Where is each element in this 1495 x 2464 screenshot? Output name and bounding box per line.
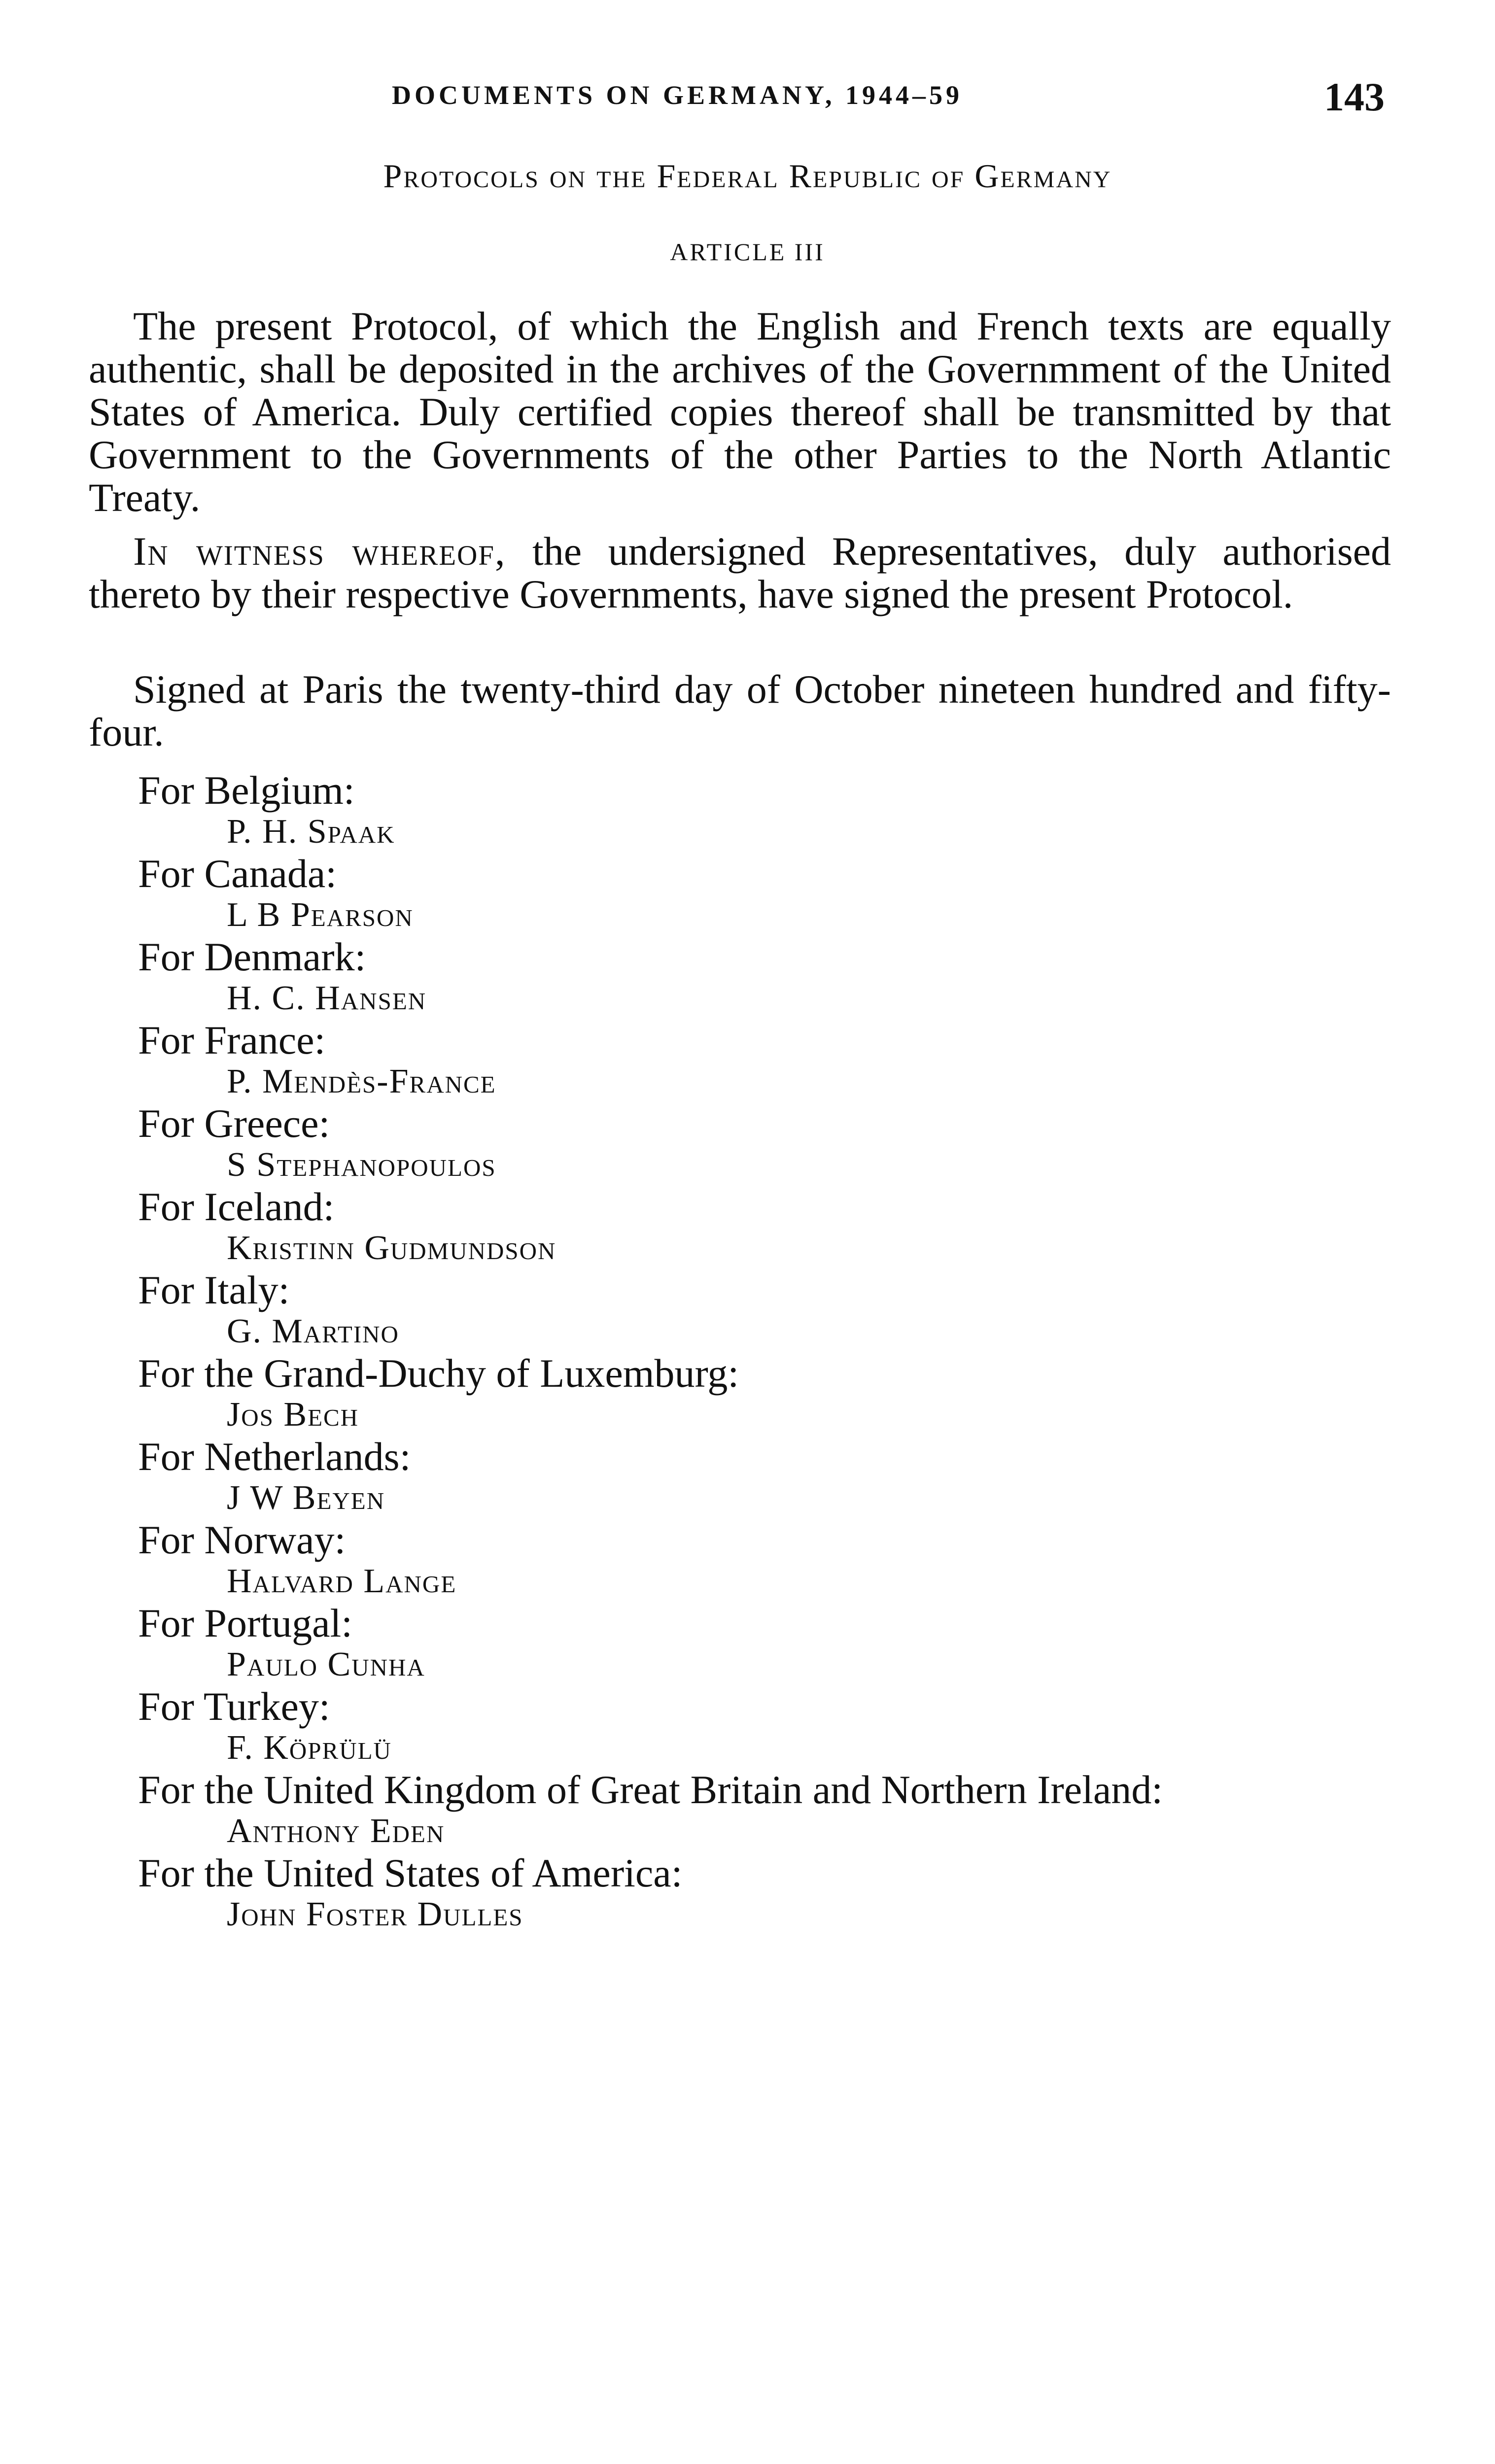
page-number: 143 (1324, 74, 1385, 119)
signature-name: P. Mendès-France (227, 1062, 496, 1100)
signature-entry (138, 1102, 1444, 1185)
signature-entry (138, 852, 1444, 935)
signature-entry (138, 1768, 1444, 1851)
signature-name: Paulo Cunha (227, 1645, 425, 1683)
signature-entry (138, 1185, 1444, 1268)
signature-entry (138, 935, 1444, 1019)
signature-name: Halvard Lange (227, 1562, 457, 1600)
signature-entry (138, 1352, 1444, 1435)
signature-country: For Netherlands: (138, 1434, 411, 1479)
signature-name: G. Martino (227, 1312, 399, 1350)
witness-lead: In witness whereof, (133, 529, 506, 574)
signature-entry (138, 769, 1444, 852)
running-head (0, 74, 1495, 118)
signature-country: For the United States of America: (138, 1850, 683, 1895)
signature-name: J W Beyen (227, 1479, 385, 1517)
signature-country: For Turkey: (138, 1684, 330, 1729)
signature-entry (138, 1019, 1444, 1102)
signature-name: John Foster Dulles (227, 1895, 523, 1933)
running-title: DOCUMENTS ON GERMANY, 1944–59 (392, 80, 963, 110)
signature-country: For Norway: (138, 1517, 346, 1562)
signature-country: For Greece: (138, 1101, 330, 1146)
paragraph-witness (89, 530, 1391, 616)
signature-name: H. C. Hansen (227, 979, 427, 1017)
witness-text: the undersigned Representatives, duly authorised thereto by their respective Governments, have signed the present Protocol. (89, 529, 1391, 616)
signature-entry (138, 1435, 1444, 1518)
section-title: Protocols on the Federal Republic of Germany (383, 157, 1112, 195)
signature-country: For the United Kingdom of Great Britain and Northern Ireland: (138, 1767, 1163, 1812)
signature-country: For Italy: (138, 1267, 290, 1312)
signature-entry (138, 1602, 1444, 1685)
signature-country: For Denmark: (138, 934, 366, 979)
signature-country: For Portugal: (138, 1601, 353, 1645)
signature-name: Anthony Eden (227, 1812, 445, 1850)
signature-name: Kristinn Gudmundson (227, 1229, 556, 1267)
signature-country: For the Grand-Duchy of Luxemburg: (138, 1351, 739, 1396)
article-heading: ARTICLE III (670, 238, 825, 266)
signature-entry (138, 1518, 1444, 1602)
signature-country: For Belgium: (138, 768, 355, 813)
signature-name: L B Pearson (227, 896, 414, 934)
signature-country: For Canada: (138, 851, 337, 896)
paragraph-signed-at: Signed at Paris the twenty-third day of October nineteen hundred and fifty-four. (89, 667, 1391, 754)
signature-list (138, 769, 1444, 1935)
signature-name: P. H. Spaak (227, 813, 395, 851)
signature-country: For Iceland: (138, 1184, 335, 1229)
signature-entry (138, 1268, 1444, 1352)
signature-name: F. Köprülü (227, 1729, 392, 1767)
signature-country: For France: (138, 1018, 326, 1062)
signature-entry (138, 1685, 1444, 1768)
signature-name: Jos Bech (227, 1396, 359, 1434)
signature-entry (138, 1851, 1444, 1935)
signature-name: S Stephanopoulos (227, 1146, 496, 1184)
paragraph-deposit: The present Protocol, of which the English and French texts are equally authentic, shall be deposited in the archives of the Governmment of the United States of America. Duly certified copies thereof shall be transmitted by that Government to the Governments of the other Parties to the North Atlantic Treaty. (89, 304, 1391, 520)
